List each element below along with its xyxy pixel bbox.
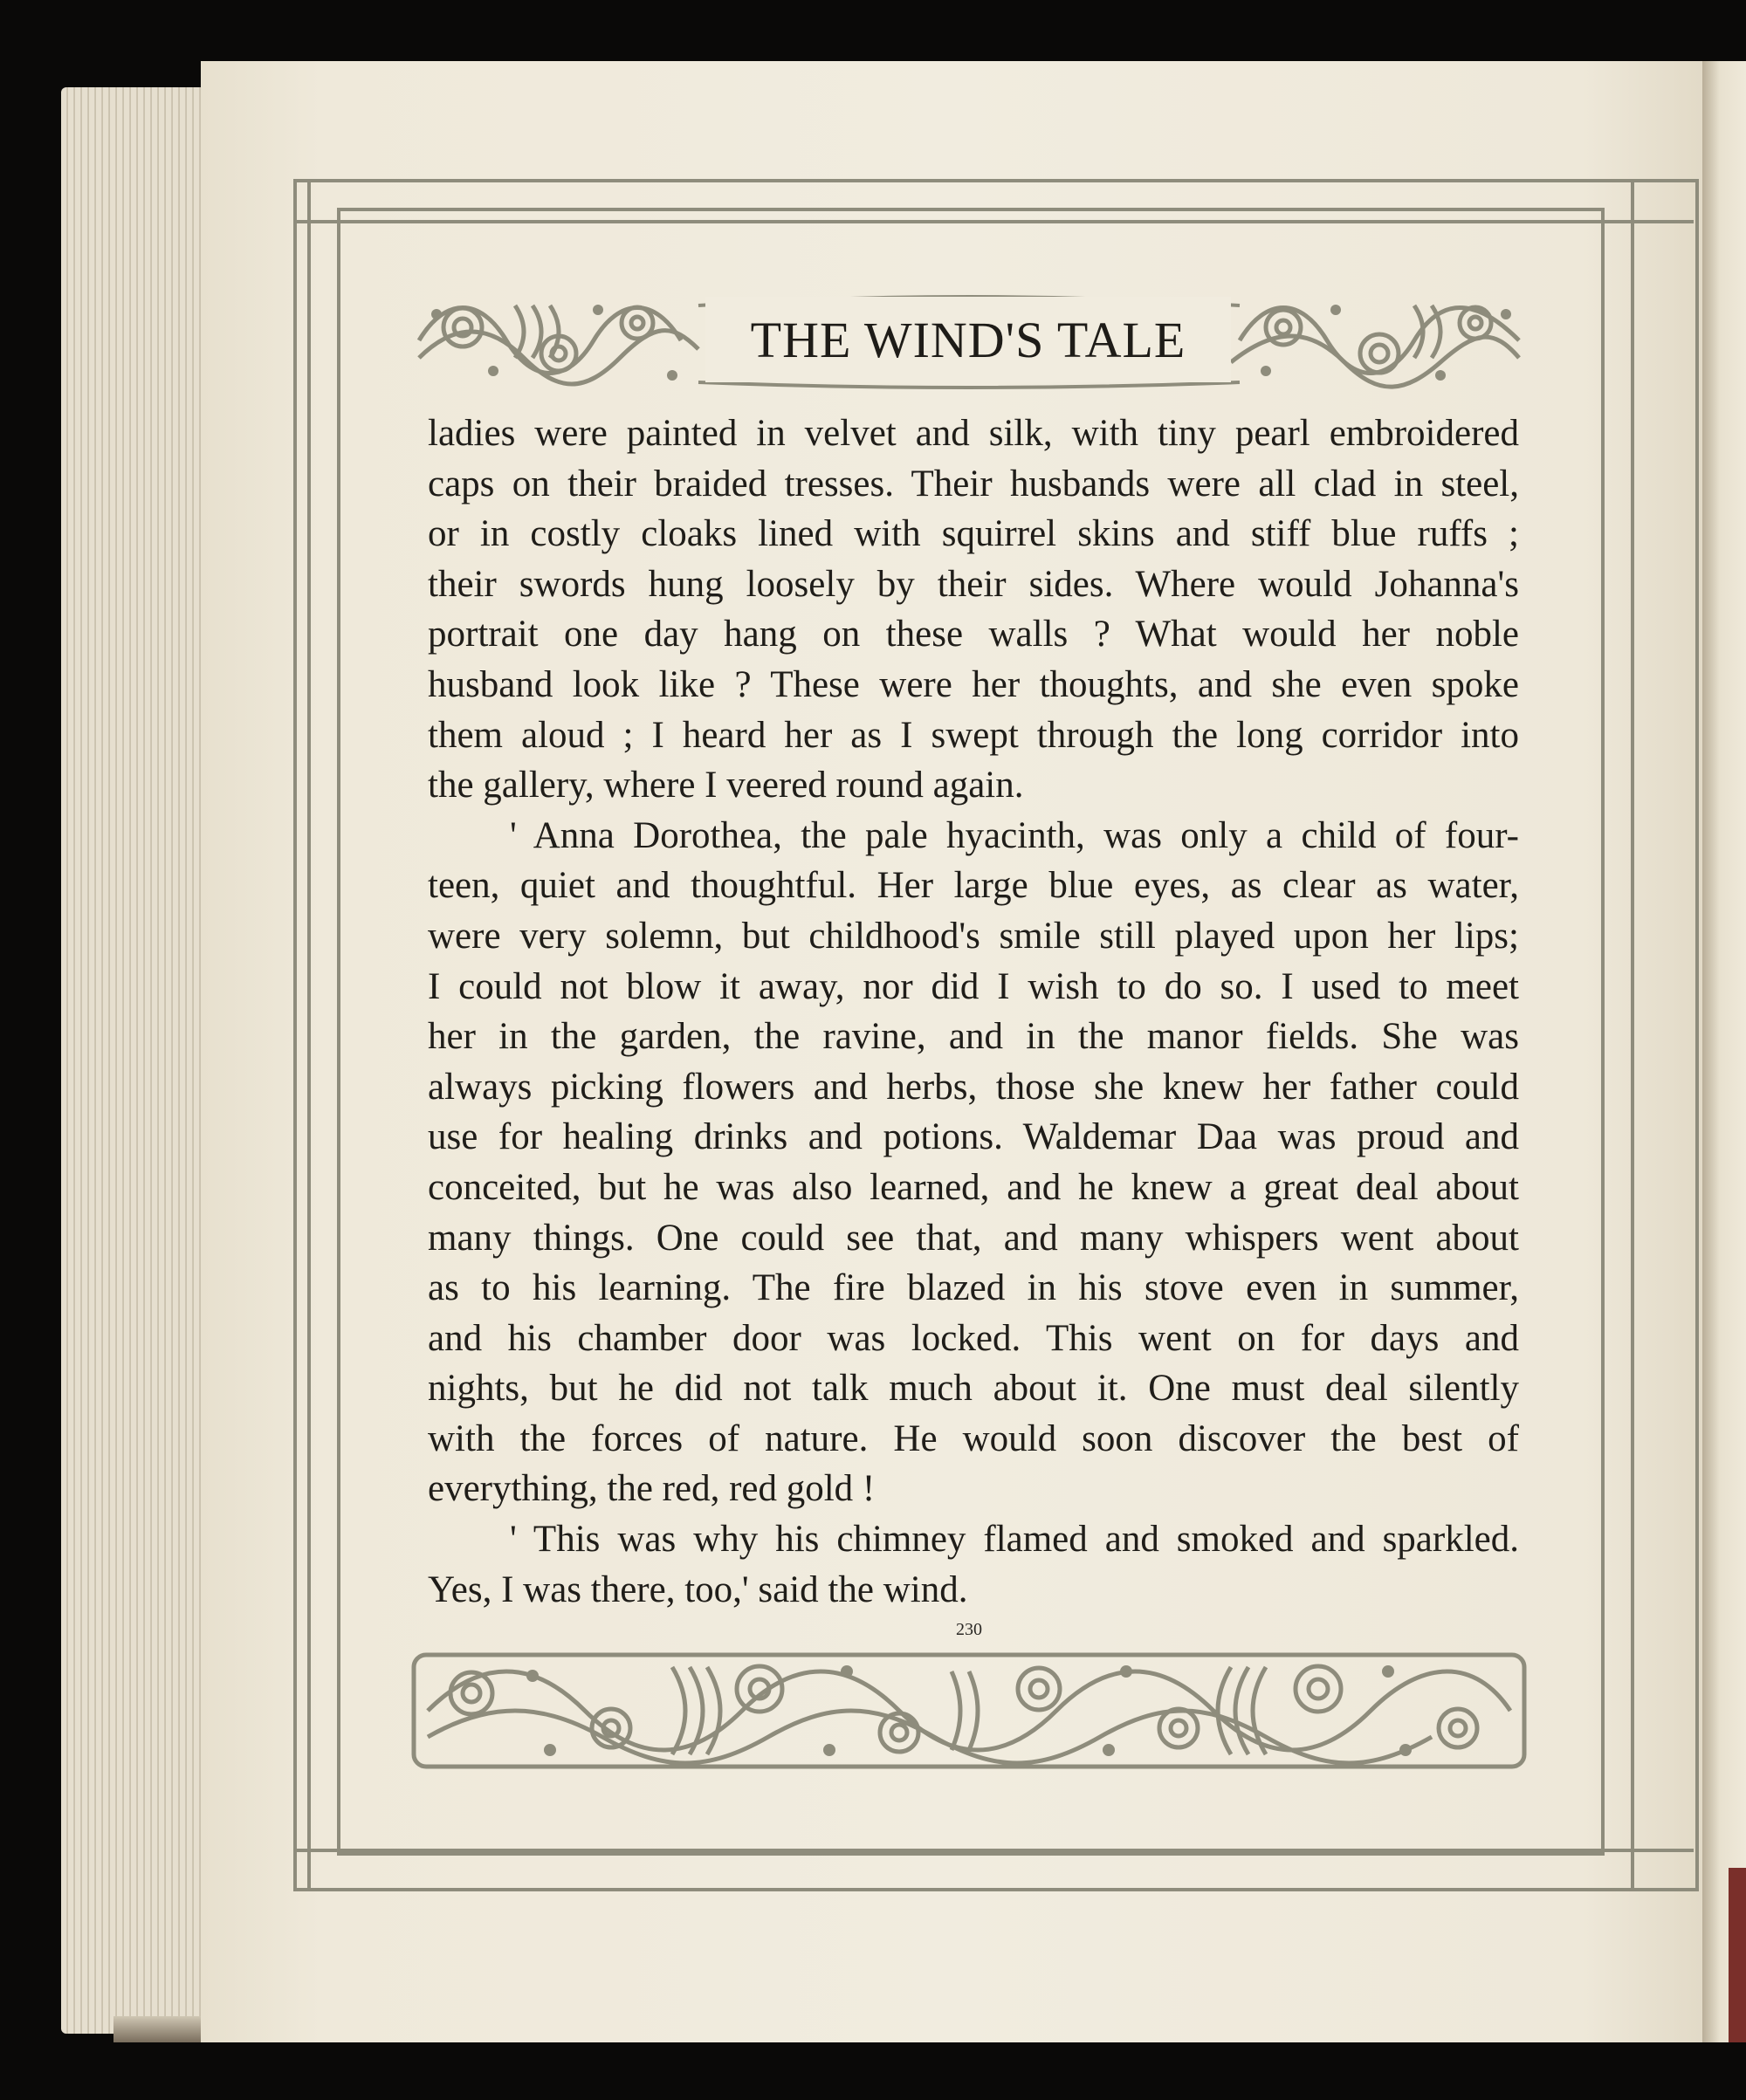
text-line: ' Anna Dorothea, the pale hyacinth, was only a child of four-: [510, 814, 1519, 856]
text-line: conceited, but he was also learned, and he knew a great deal about: [428, 1166, 1519, 1208]
page-stack-edges: [61, 87, 218, 2034]
text-line: caps on their braided tresses. Their husbands were all clad in steel,: [428, 463, 1519, 504]
text-line: and his chamber door was locked. This went on for days and: [428, 1317, 1519, 1359]
text-line: always picking flowers and herbs, those she knew her father could: [428, 1066, 1519, 1108]
running-head-title: THE WIND'S TALE: [750, 311, 1186, 368]
text-line: everything, the red, red gold !: [428, 1468, 876, 1510]
text-line: I could not blow it away, nor did I wish to do so. I used to meet: [428, 965, 1519, 1007]
paragraph: [428, 408, 1519, 811]
frame-rule-top: [297, 220, 1694, 223]
frame-rule-bottom: [297, 1849, 1694, 1852]
floral-tailpiece-ornament: [410, 1650, 1528, 1772]
text-line: many things. One could see that, and many whispers went about: [428, 1217, 1519, 1259]
running-head-box: [705, 297, 1231, 382]
paragraph: [428, 811, 1519, 1514]
text-line: her in the garden, the ravine, and in the manor fields. She was: [428, 1016, 1519, 1058]
text-line: their swords hung loosely by their sides. Where would Johanna's: [428, 563, 1519, 605]
text-line: Yes, I was there, too,' said the wind.: [428, 1568, 968, 1610]
frame-rule-left: [307, 182, 311, 1888]
text-line: were very solemn, but childhood's smile still played upon her lips;: [428, 915, 1519, 957]
text-line: nights, but he did not talk much about it. One must deal silently: [428, 1368, 1519, 1410]
text-line: with the forces of nature. He would soon discover the best of: [428, 1417, 1519, 1459]
facing-page-edge: [1702, 61, 1746, 2042]
text-line: as to his learning. The fire blazed in his stove even in summer,: [428, 1267, 1519, 1309]
text-line: the gallery, where I veered round again.: [428, 765, 1024, 806]
text-line: portrait one day hang on these walls ? What would her noble: [428, 614, 1519, 655]
body-text: [428, 408, 1519, 1615]
text-line: ' This was why his chimney flamed and smoked and sparkled.: [510, 1519, 1519, 1561]
text-line: use for healing drinks and potions. Waldemar Daa was proud and: [428, 1116, 1519, 1158]
page-number: 230: [956, 1620, 982, 1639]
paragraph: [428, 1514, 1519, 1615]
text-line: ladies were painted in velvet and silk, with tiny pearl embroidered: [428, 413, 1519, 454]
text-line: teen, quiet and thoughtful. Her large blue eyes, as clear as water,: [428, 865, 1519, 907]
text-line: them aloud ; I heard her as I swept through the long corridor into: [428, 714, 1519, 756]
frame-rule-right: [1631, 182, 1634, 1888]
text-line: husband look like ? These were her thoughts, and she even spoke: [428, 663, 1519, 705]
text-line: or in costly cloaks lined with squirrel skins and stiff blue ruffs ;: [428, 513, 1519, 555]
